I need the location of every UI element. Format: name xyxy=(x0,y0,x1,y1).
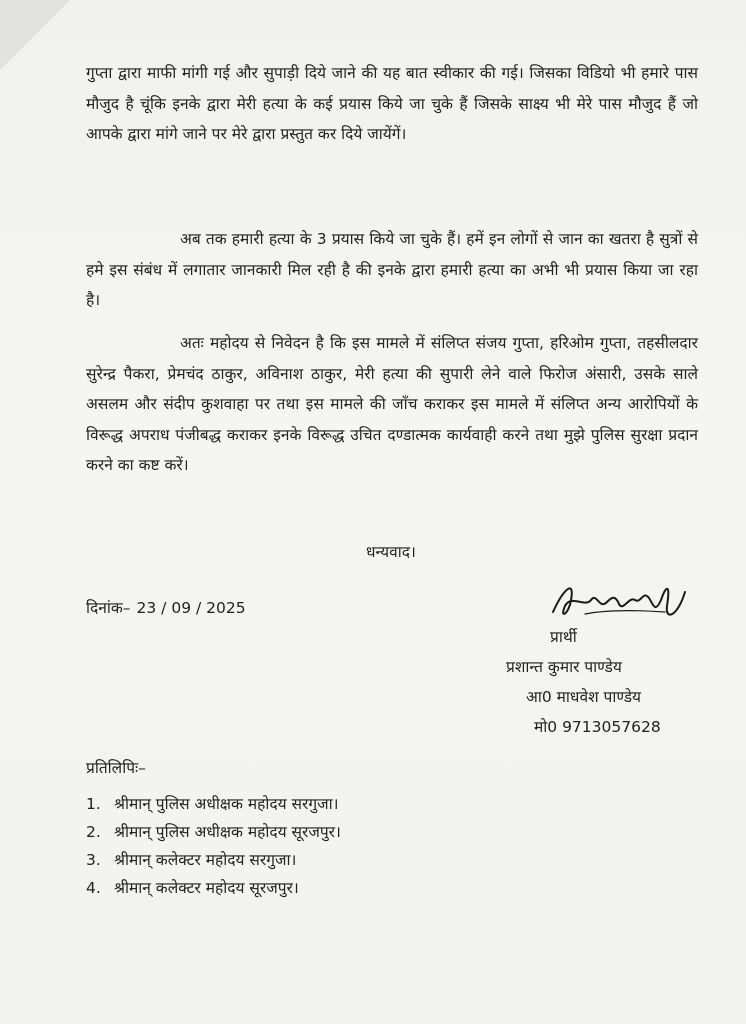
copy-to-title: प्रतिलिपिः– xyxy=(86,759,146,777)
copy-to-list xyxy=(86,790,341,902)
closing-thanks: धन्यवाद। xyxy=(366,543,416,561)
list-item-number: 4. xyxy=(86,879,101,897)
list-item-text: श्रीमान् कलेक्टर महोदय सूरजपुर। xyxy=(114,879,299,897)
list-item-number: 2. xyxy=(86,823,101,841)
page-fold-corner xyxy=(0,0,70,70)
list-item-text: श्रीमान् पुलिस अधीक्षक महोदय सूरजपुर। xyxy=(114,823,341,841)
list-item-number: 3. xyxy=(86,851,101,869)
date-line xyxy=(86,596,246,618)
paragraph-3: अतः महोदय से निवेदन है कि इस मामले में संलिप्त संजय गुप्ता, हरिओम गुप्ता, तहसीलदार सुरेन्द्र पैकरा, प्रेमचंद ठाकुर, अविनाश ठाकुर, मेरी हत्या की सुपारी लेने वाले फिरोज अंसारी, उसके साले असलम और संदीप कुशवाहा पर तथा इस मामले की जाँच कराकर इस मामले में संलिप्त अन्य आरोपियों के विरूद्ध अपराध पंजीबद्ध कराकर इनके विरूद्ध उचित दण्डात्मक कार्यवाही करने तथा मुझे पुलिस सुरक्षा प्रदान करने का कष्ट करें। xyxy=(86,334,698,474)
date-label: दिनांक– xyxy=(86,599,131,617)
paragraph-2: अब तक हमारी हत्या के 3 प्रयास किये जा चुके हैं। हमें इन लोगों से जान का खतरा है सुत्रों से हमे इस संबंध में लगातार जानकारी मिल रही है की इनके द्वारा हमारी हत्या का अभी भी प्रयास किया जा रहा है। xyxy=(86,230,698,309)
list-item-text: श्रीमान् पुलिस अधीक्षक महोदय सरगुजा। xyxy=(114,795,339,813)
applicant-mobile: मो0 9713057628 xyxy=(534,718,661,736)
applicant-father-name: आ0 माधवेश पाण्डेय xyxy=(526,688,641,706)
list-item xyxy=(86,874,341,902)
list-item xyxy=(86,846,341,874)
applicant-name: प्रशान्त कुमार पाण्डेय xyxy=(506,658,622,676)
list-item-number: 1. xyxy=(86,795,101,813)
date-value: 23 / 09 / 2025 xyxy=(136,599,246,617)
paragraph-1: गुप्ता द्वारा माफी मांगी गई और सुपाड़ी दिये जाने की यह बात स्वीकार की गई। जिसका विडियो भी हमारे पास मौजुद है चूंकि इनके द्वारा मेरी हत्या के कई प्रयास किये जा चुके हैं जिसके साक्ष्य भी मेरे पास मौजुद हैं जो आपके द्वारा मांगे जाने पर मेरे द्वारा प्रस्तुत कर दिये जायेंगें। xyxy=(86,64,698,143)
list-item xyxy=(86,790,341,818)
list-item xyxy=(86,818,341,846)
list-item-text: श्रीमान् कलेक्टर महोदय सरगुजा। xyxy=(114,851,297,869)
signatory-block xyxy=(506,622,686,742)
handwritten-signature xyxy=(545,570,705,630)
applicant-label: प्रार्थी xyxy=(550,628,577,646)
